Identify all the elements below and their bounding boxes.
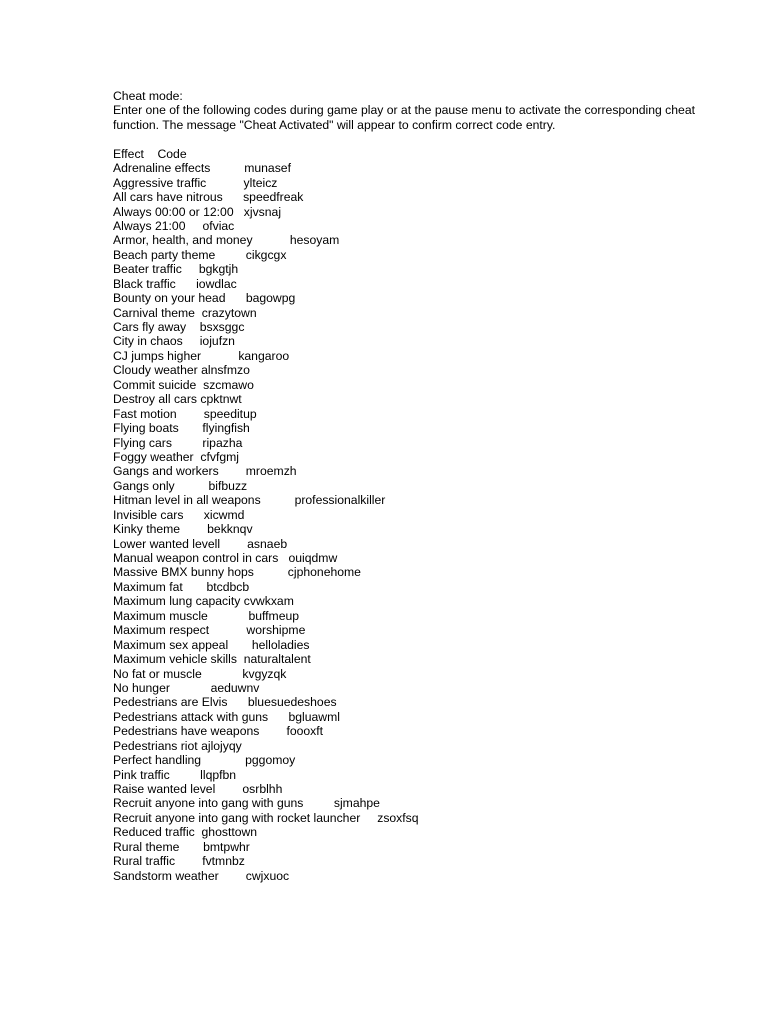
cheat-code: crazytown	[201, 305, 257, 320]
cheat-separator	[261, 493, 295, 507]
cheat-effect: Massive BMX bunny hops	[113, 565, 254, 580]
cheat-effect: Hitman level in all weapons	[113, 493, 261, 508]
cheat-row	[113, 537, 733, 551]
cheat-separator	[210, 161, 244, 175]
cheat-row	[113, 378, 733, 392]
cheat-separator	[278, 551, 288, 565]
cheat-row	[113, 464, 733, 478]
cheat-effect: Beater traffic	[113, 262, 182, 277]
cheat-code: bgkgtjh	[198, 262, 239, 277]
cheat-row	[113, 753, 733, 767]
cheat-effect: Maximum muscle	[113, 608, 208, 623]
cheat-separator	[202, 667, 243, 681]
cheat-effect: Foggy weather	[113, 449, 194, 464]
cheat-effect: No fat or muscle	[113, 666, 202, 681]
cheat-separator	[215, 782, 242, 796]
cheat-row	[113, 363, 733, 377]
cheat-code: bifbuzz	[208, 478, 248, 493]
cheat-effect: Perfect handling	[113, 753, 202, 768]
cheat-row	[113, 392, 733, 406]
cheat-row	[113, 508, 733, 522]
cheat-separator	[201, 349, 238, 363]
cheat-effect: CJ jumps higher	[113, 348, 202, 363]
cheat-separator	[195, 825, 202, 839]
cheat-effect: Pedestrians riot	[113, 738, 198, 753]
cheat-separator	[360, 811, 377, 825]
cheat-effect: Adrenaline effects	[113, 161, 211, 176]
cheat-separator	[183, 508, 203, 522]
cheat-list	[113, 161, 733, 883]
table-header: Effect Code	[113, 146, 187, 161]
cheat-effect: Manual weapon control in cars	[113, 551, 279, 566]
cheat-code: bagowpg	[245, 291, 296, 306]
cheat-row	[113, 594, 733, 608]
cheat-code: foooxft	[286, 724, 324, 739]
cheat-separator	[220, 537, 247, 551]
cheat-effect: Maximum respect	[113, 623, 210, 638]
cheat-effect: Aggressive traffic	[113, 175, 207, 190]
cheat-row	[113, 768, 733, 782]
cheat-separator	[219, 869, 246, 883]
cheat-effect: Bounty on your head	[113, 291, 226, 306]
cheat-separator	[176, 277, 196, 291]
cheat-row	[113, 161, 733, 175]
cheat-separator	[180, 522, 207, 536]
cheat-code: cwjxuoc	[245, 868, 290, 883]
cheat-effect: Black traffic	[113, 276, 176, 291]
document-page	[113, 89, 733, 883]
cheat-code: ofviac	[202, 218, 235, 233]
cheat-row	[113, 277, 733, 291]
cheat-effect: Commit suicide	[113, 377, 197, 392]
cheat-effect: Maximum fat	[113, 579, 183, 594]
cheat-effect: Always 21:00	[113, 218, 186, 233]
cheat-separator	[170, 768, 200, 782]
cheat-separator	[172, 436, 202, 450]
cheat-row	[113, 667, 733, 681]
cheat-separator	[182, 262, 199, 276]
cheat-code: cjphonehome	[287, 565, 361, 580]
cheat-effect: Carnival theme	[113, 305, 195, 320]
cheat-effect: Fast motion	[113, 406, 177, 421]
cheat-separator	[170, 681, 211, 695]
cheat-code: llqpfbn	[200, 767, 237, 782]
cheat-effect: Maximum lung capacity	[113, 594, 241, 609]
cheat-effect: Lower wanted levell	[113, 536, 221, 551]
cheat-row	[113, 248, 733, 262]
cheat-row	[113, 710, 733, 724]
cheat-row	[113, 493, 733, 507]
cheat-effect: Raise wanted level	[113, 782, 216, 797]
cheat-effect: Destroy all cars	[113, 392, 197, 407]
cheat-effect: City in chaos	[113, 334, 183, 349]
cheat-effect: Flying cars	[113, 435, 172, 450]
cheat-row	[113, 695, 733, 709]
cheat-row	[113, 306, 733, 320]
cheat-code: pggomoy	[245, 753, 296, 768]
intro-paragraph: Enter one of the following codes during game play or at the pause menu to activate the corresponding cheat function. The message "Cheat Activated" will appear to confirm correct code entry.	[113, 103, 695, 132]
cheat-code: szcmawo	[203, 377, 254, 392]
cheat-code: kvgyzqk	[242, 666, 287, 681]
cheat-effect: Maximum sex appeal	[113, 637, 229, 652]
cheat-effect: Gangs and workers	[113, 464, 219, 479]
cheat-code: btcdbcb	[206, 579, 250, 594]
cheat-separator	[175, 479, 209, 493]
cheat-row	[113, 421, 733, 435]
cheat-code: bgluawml	[288, 709, 340, 724]
cheat-effect: Rural traffic	[113, 854, 176, 869]
cheat-row	[113, 623, 733, 637]
cheat-row	[113, 811, 733, 825]
cheat-code: ouiqdmw	[288, 551, 338, 566]
cheat-separator	[201, 753, 245, 767]
cheat-row	[113, 869, 733, 883]
cheat-separator	[177, 407, 204, 421]
cheat-code: professionalkiller	[294, 493, 386, 508]
cheat-code: kangaroo	[238, 348, 290, 363]
cheat-row	[113, 739, 733, 753]
cheat-row	[113, 262, 733, 276]
cheat-row	[113, 796, 733, 810]
cheat-row	[113, 522, 733, 536]
cheat-effect: Reduced traffic	[113, 825, 195, 840]
cheat-row	[113, 825, 733, 839]
cheat-effect: Sandstorm weather	[113, 868, 219, 883]
cheat-row	[113, 407, 733, 421]
cheat-separator	[303, 796, 333, 810]
cheat-code: cpktnwt	[200, 392, 242, 407]
cheat-row	[113, 782, 733, 796]
cheat-code: asnaeb	[247, 536, 288, 551]
cheat-effect: Pedestrians attack with guns	[113, 709, 269, 724]
cheat-effect: Armor, health, and money	[113, 233, 253, 248]
cheat-code: mroemzh	[245, 464, 297, 479]
cheat-separator	[268, 710, 288, 724]
cheat-code: cvwkxam	[243, 594, 294, 609]
cheat-code: alnsfmzo	[201, 363, 250, 378]
cheat-row	[113, 479, 733, 493]
cheat-mode-heading: Cheat mode:	[113, 89, 183, 103]
cheat-row	[113, 609, 733, 623]
cheat-row	[113, 219, 733, 233]
cheat-separator	[225, 291, 245, 305]
cheat-code: speedfreak	[243, 190, 304, 205]
cheat-row	[113, 450, 733, 464]
cheat-separator	[183, 580, 207, 594]
cheat-row	[113, 638, 733, 652]
cheat-separator	[223, 190, 243, 204]
cheat-row	[113, 724, 733, 738]
cheat-effect: Beach party theme	[113, 247, 216, 262]
cheat-code: buffmeup	[248, 608, 300, 623]
cheat-separator	[227, 695, 247, 709]
cheat-code: cfvfgmj	[200, 449, 240, 464]
blank-line	[113, 132, 733, 146]
cheat-code: worshipme	[246, 623, 306, 638]
cheat-code: hesoyam	[289, 233, 340, 248]
cheat-separator	[219, 464, 246, 478]
cheat-effect: Pink traffic	[113, 767, 170, 782]
cheat-effect: Recruit anyone into gang with guns	[113, 796, 304, 811]
cheat-effect: Cars fly away	[113, 320, 187, 335]
cheat-separator	[179, 840, 203, 854]
cheat-separator	[234, 205, 244, 219]
cheat-separator	[215, 248, 245, 262]
cheat-separator	[175, 854, 202, 868]
cheat-code: ajlojyqy	[201, 738, 242, 753]
cheat-code: iowdlac	[196, 276, 237, 291]
cheat-separator	[183, 334, 200, 348]
cheat-effect: Maximum vehicle skills	[113, 652, 237, 667]
cheat-row	[113, 233, 733, 247]
cheat-separator	[259, 724, 286, 738]
cheat-code: cikgcgx	[245, 247, 287, 262]
cheat-code: flyingfish	[202, 421, 250, 436]
cheat-separator	[254, 565, 288, 579]
cheat-code: xicwmd	[203, 507, 245, 522]
cheat-row	[113, 652, 733, 666]
cheat-code: bsxsggc	[199, 320, 245, 335]
cheat-row	[113, 436, 733, 450]
cheat-row	[113, 320, 733, 334]
cheat-separator	[208, 609, 249, 623]
cheat-effect: Recruit anyone into gang with rocket launcher	[113, 810, 361, 825]
cheat-effect: Gangs only	[113, 478, 175, 493]
cheat-code: aeduwnv	[210, 680, 260, 695]
cheat-code: ripazha	[202, 435, 243, 450]
cheat-row	[113, 334, 733, 348]
cheat-effect: All cars have nitrous	[113, 190, 223, 205]
cheat-separator	[179, 421, 203, 435]
cheat-separator	[237, 652, 244, 666]
cheat-row	[113, 840, 733, 854]
cheat-row	[113, 551, 733, 565]
cheat-row	[113, 580, 733, 594]
cheat-code: iojufzn	[199, 334, 235, 349]
cheat-code: zsoxfsq	[377, 810, 419, 825]
cheat-row	[113, 205, 733, 219]
cheat-code: xjvsnaj	[243, 204, 282, 219]
cheat-code: fvtmnbz	[202, 854, 245, 869]
cheat-code: naturaltalent	[243, 652, 311, 667]
cheat-row	[113, 176, 733, 190]
cheat-effect: Flying boats	[113, 421, 179, 436]
cheat-separator	[253, 233, 290, 247]
cheat-effect: Pedestrians have weapons	[113, 724, 260, 739]
cheat-row	[113, 349, 733, 363]
cheat-code: ylteicz	[243, 175, 278, 190]
cheat-separator	[195, 306, 202, 320]
cheat-separator	[209, 623, 246, 637]
cheat-code: sjmahpe	[333, 796, 380, 811]
cheat-row	[113, 854, 733, 868]
cheat-separator	[228, 638, 252, 652]
cheat-code: munasef	[244, 161, 291, 176]
cheat-separator	[186, 219, 203, 233]
cheat-row	[113, 681, 733, 695]
cheat-code: ghosttown	[201, 825, 258, 840]
cheat-effect: Cloudy weather	[113, 363, 198, 378]
cheat-row	[113, 291, 733, 305]
cheat-row	[113, 190, 733, 204]
cheat-effect: Invisible cars	[113, 507, 184, 522]
cheat-separator	[186, 320, 200, 334]
cheat-code: helloladies	[251, 637, 310, 652]
cheat-code: bekknqv	[207, 522, 253, 537]
cheat-effect: Always 00:00 or 12:00	[113, 204, 234, 219]
cheat-effect: Pedestrians are Elvis	[113, 695, 228, 710]
cheat-code: speeditup	[203, 406, 257, 421]
cheat-code: bluesuedeshoes	[247, 695, 337, 710]
cheat-row	[113, 565, 733, 579]
cheat-separator	[206, 176, 243, 190]
cheat-code: bmtpwhr	[203, 839, 250, 854]
cheat-effect: No hunger	[113, 680, 170, 695]
cheat-effect: Kinky theme	[113, 522, 181, 537]
cheat-code: osrblhh	[242, 782, 283, 797]
cheat-effect: Rural theme	[113, 839, 180, 854]
